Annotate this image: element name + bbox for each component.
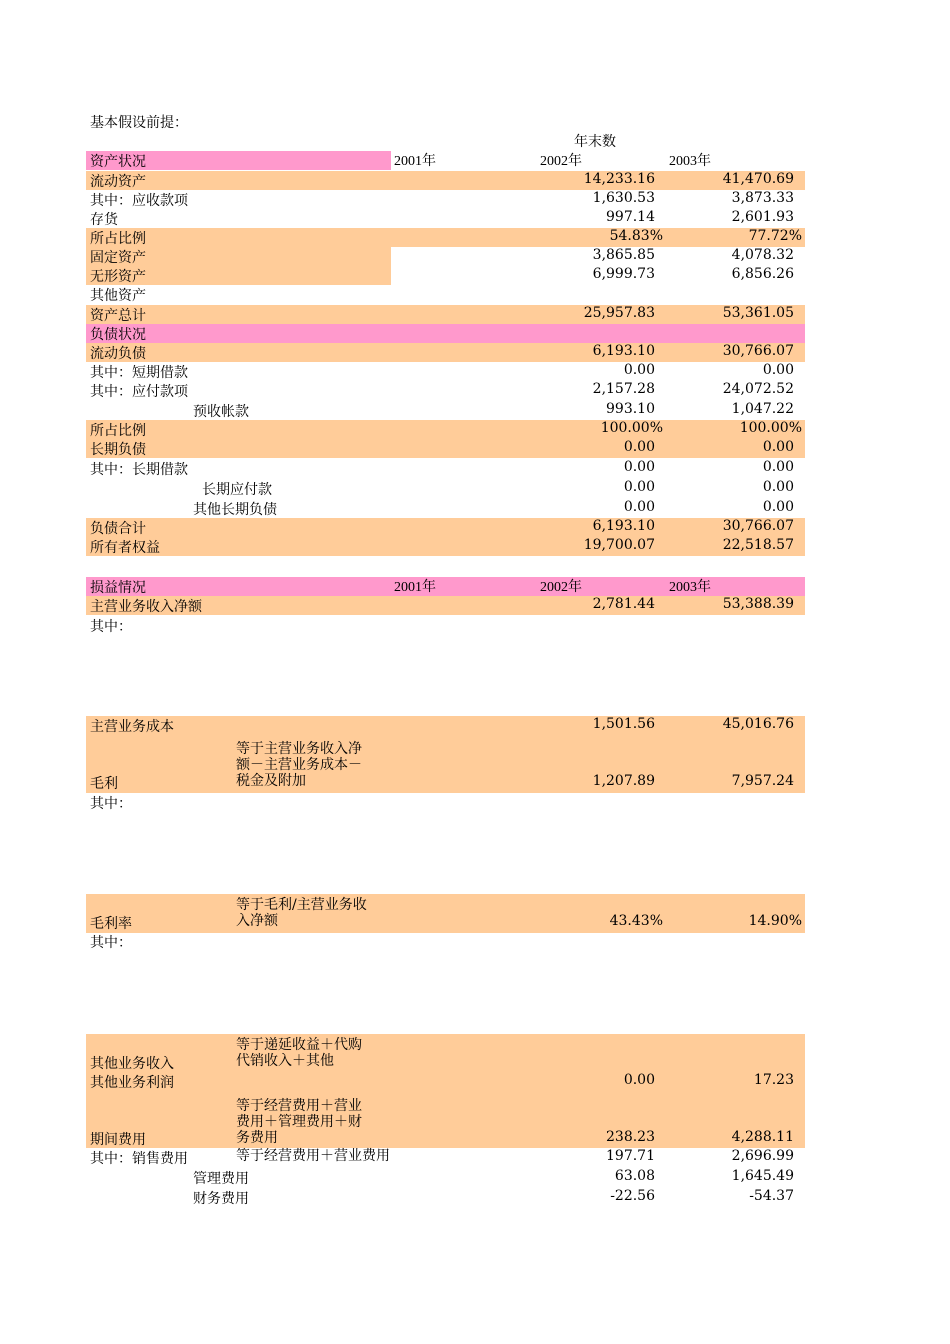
period-expense-note-line1: 等于经营费用＋营业 (236, 1098, 362, 1114)
row-label: 固定资产 (90, 250, 146, 266)
row-label: 预收帐款 (193, 404, 249, 420)
year-2003-header: 2003年 (669, 154, 711, 169)
cost-row (86, 716, 805, 735)
row-label: 其中：应付款项 (90, 384, 188, 400)
year-2002-header: 2002年 (540, 154, 582, 169)
row-label: 主营业务成本 (90, 719, 174, 735)
value-2003: 1,047.22 (731, 401, 794, 417)
value-2002: 1,501.56 (592, 716, 655, 732)
value-2002: 2,157.28 (592, 381, 655, 397)
value-2002: 0.00 (623, 362, 655, 378)
row-label: 所占比例 (90, 231, 146, 247)
value-2002: 993.10 (606, 401, 655, 417)
value-2002: 25,957.83 (583, 305, 655, 321)
other-assets-row (86, 285, 805, 304)
value-2002: 1,207.89 (592, 773, 655, 789)
row-label: 财务费用 (193, 1191, 249, 1207)
value-2003: 30,766.07 (722, 518, 794, 534)
value-2002: 1,630.53 (592, 190, 655, 206)
value-2002: -22.56 (610, 1188, 655, 1204)
value-2003: 100.00% (739, 420, 802, 436)
formula-note-line1: 等于毛利/主营业务收 (236, 897, 367, 913)
value-2003: 30,766.07 (722, 343, 794, 359)
admin-expense-row (86, 1168, 805, 1187)
of-which-label-1: 其中： (90, 619, 132, 635)
row-label: 无形资产 (90, 269, 146, 285)
receivables-row (86, 190, 805, 209)
value-2003: 0.00 (762, 459, 794, 475)
intangible-assets-row (86, 266, 805, 285)
row-label: 存货 (90, 212, 118, 228)
row-label: 其他长期负债 (193, 502, 277, 518)
value-2002: 100.00% (600, 420, 663, 436)
other-revenue-label: 其他业务收入 (90, 1056, 174, 1072)
current-liabilities-row (86, 343, 805, 362)
selling-expense-row (86, 1148, 805, 1167)
period-expense-note-line2: 费用＋管理费用＋财 (236, 1114, 362, 1130)
value-2002: 197.71 (606, 1148, 655, 1164)
value-2002: 43.43% (609, 913, 663, 929)
value-2002: 0.00 (623, 499, 655, 515)
value-2003: 2,696.99 (731, 1148, 794, 1164)
value-2003: 41,470.69 (722, 171, 794, 187)
row-label: 其他资产 (90, 288, 146, 304)
other-profit-value-2002: 0.00 (623, 1072, 655, 1088)
value-2003: 4,078.32 (731, 247, 794, 263)
other-business-block (86, 1034, 805, 1148)
value-2003: -54.37 (749, 1188, 794, 1204)
payables-row (86, 381, 805, 400)
other-revenue-note-line2: 代销收入＋其他 (236, 1053, 334, 1069)
equity-row (86, 537, 805, 556)
value-2002: 19,700.07 (583, 537, 655, 553)
income-section-label: 损益情况 (90, 580, 146, 596)
income-year-2003: 2003年 (669, 580, 711, 595)
row-label: 毛利 (90, 776, 118, 792)
row-label: 流动负债 (90, 346, 146, 362)
row-label: 其中：短期借款 (90, 365, 188, 381)
advances-row (86, 401, 805, 420)
row-label: 负债合计 (90, 521, 146, 537)
row-label: 长期负债 (90, 442, 146, 458)
value-2003: 6,856.26 (731, 266, 794, 282)
formula-note: 等于经营费用＋营业费用 (236, 1148, 390, 1164)
value-2003: 77.72% (748, 228, 802, 244)
formula-note-line2: 额－主营业务成本－ (236, 757, 362, 773)
row-label: 流动资产 (90, 174, 146, 190)
long-term-liabilities-row (86, 439, 805, 458)
value-2002: 14,233.16 (583, 171, 655, 187)
other-profit-label: 其他业务利润 (90, 1075, 174, 1091)
value-2003: 0.00 (762, 362, 794, 378)
row-label: 其中：销售费用 (90, 1151, 188, 1167)
period-expense-value-2003: 4,288.11 (731, 1129, 794, 1145)
value-2002: 997.14 (606, 209, 655, 225)
total-liabilities-row (86, 518, 805, 537)
formula-note-line1: 等于主营业务收入净 (236, 741, 362, 757)
value-2002: 2,781.44 (592, 596, 655, 612)
row-label: 毛利率 (90, 916, 132, 932)
value-2003: 7,957.24 (731, 773, 794, 789)
period-expense-label: 期间费用 (90, 1132, 146, 1148)
row-label: 其中：应收款项 (90, 193, 188, 209)
value-2002: 63.08 (614, 1168, 655, 1184)
liability-ratio-row (86, 420, 805, 439)
current-assets-row (86, 171, 805, 190)
row-label: 资产总计 (90, 308, 146, 324)
long-payables-row (86, 479, 805, 498)
value-2002: 0.00 (623, 459, 655, 475)
finance-expense-row (86, 1188, 805, 1207)
value-2003: 1,645.49 (731, 1168, 794, 1184)
value-2003: 0.00 (762, 439, 794, 455)
row-label: 长期应付款 (202, 482, 272, 498)
liabilities-section-header (86, 324, 805, 343)
other-profit-value-2003: 17.23 (753, 1072, 794, 1088)
value-2003: 24,072.52 (722, 381, 794, 397)
of-which-label-2: 其中： (90, 796, 132, 812)
year-2001-header: 2001年 (394, 154, 436, 169)
assets-section-header (86, 151, 391, 170)
value-2003: 3,873.33 (731, 190, 794, 206)
short-loans-row (86, 362, 805, 381)
income-year-2001: 2001年 (394, 580, 436, 595)
year-end-header: 年末数 (574, 134, 616, 150)
asset-ratio-row (86, 228, 805, 247)
gross-margin-row (86, 894, 805, 933)
row-label: 所有者权益 (90, 540, 160, 556)
value-2002: 3,865.85 (592, 247, 655, 263)
inventory-row (86, 209, 805, 228)
of-which-label-3: 其中： (90, 935, 132, 951)
value-2003: 53,361.05 (722, 305, 794, 321)
total-assets-row (86, 305, 805, 324)
value-2002: 54.83% (609, 228, 663, 244)
gross-profit-row (86, 735, 805, 793)
value-2003: 22,518.57 (722, 537, 794, 553)
value-2002: 0.00 (623, 439, 655, 455)
long-loans-row (86, 459, 805, 478)
page-title: 基本假设前提： (90, 115, 188, 131)
row-label: 其中：长期借款 (90, 462, 188, 478)
other-revenue-note-line1: 等于递延收益＋代购 (236, 1037, 362, 1053)
row-label: 所占比例 (90, 423, 146, 439)
revenue-row (86, 596, 805, 615)
other-long-liabilities-row (86, 499, 805, 518)
period-expense-note-line3: 务费用 (236, 1130, 278, 1146)
period-expense-value-2002: 238.23 (606, 1129, 655, 1145)
value-2003: 14.90% (748, 913, 802, 929)
income-year-2002: 2002年 (540, 580, 582, 595)
value-2002: 6,193.10 (592, 518, 655, 534)
liabilities-section-label: 负债状况 (90, 327, 146, 343)
value-2003: 0.00 (762, 479, 794, 495)
value-2003: 45,016.76 (722, 716, 794, 732)
value-2003: 53,388.39 (722, 596, 794, 612)
value-2002: 6,193.10 (592, 343, 655, 359)
value-2003: 0.00 (762, 499, 794, 515)
fixed-assets-row (86, 247, 805, 266)
value-2002: 0.00 (623, 479, 655, 495)
assets-section-label: 资产状况 (90, 154, 146, 170)
formula-note-line3: 税金及附加 (236, 773, 306, 789)
value-2002: 6,999.73 (592, 266, 655, 282)
formula-note-line2: 入净额 (236, 913, 278, 929)
value-2003: 2,601.93 (731, 209, 794, 225)
row-label: 管理费用 (193, 1171, 249, 1187)
row-label: 主营业务收入净额 (90, 599, 202, 615)
